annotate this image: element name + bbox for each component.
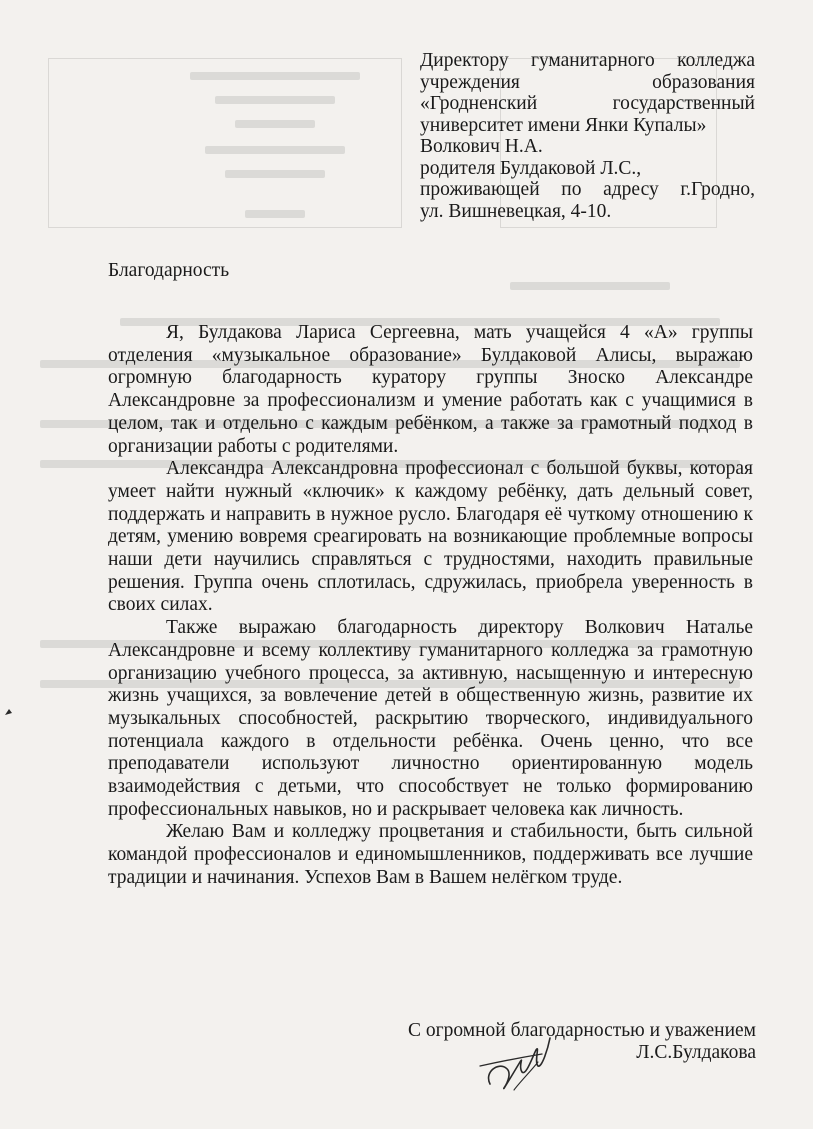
paragraph: Я, Булдакова Лариса Сергеевна, мать учащейся 4 «А» группы отделения «музыкальное образование» Булдаковой Алисы, выражаю огромную благодарность куратору группы Зноско Александре Александровне за профессионализм и умение работать как с учащимися в целом, так и отдельно с каждым ребёнком, а также за грамотный подход в организации работы с родителями.: [108, 322, 753, 457]
signer-name: Л.С.Булдакова: [636, 1042, 756, 1063]
addressee-line: университет имени Янки Купалы»: [420, 114, 707, 136]
addressee-line: ул. Вишневецкая, 4-10.: [420, 200, 612, 222]
handwritten-signature: [478, 1032, 558, 1094]
addressee-line: Директору гуманитарного колледжа: [420, 50, 755, 71]
pen-mark-icon: [3, 705, 15, 719]
paragraph: Желаю Вам и колледжу процветания и стабильности, быть сильной командой профессионалов и единомышленников, поддерживать все лучшие традиции и начинания. Успехов Вам в Вашем нелёгком труде.: [108, 821, 753, 888]
addressee-line: Волкович Н.А.: [420, 136, 543, 157]
document-title: Благодарность: [108, 260, 230, 281]
addressee-block: [420, 50, 755, 222]
addressee-line: проживающей по адресу г.Гродно,: [420, 179, 755, 200]
addressee-line: «Гродненский государственный: [420, 93, 755, 114]
letter-body: [108, 322, 753, 890]
paragraph: Александра Александровна профессионал с большой буквы, которая умеет найти нужный «ключик» к каждому ребёнку, дать дельный совет, поддержать и направить в нужное русло. Благодаря её чуткому отношению к детям, умению вовремя среагировать на возникающие проблемные вопросы наши дети научились справляться с трудностями, находить правильные решения. Группа очень сплотилась, сдружилась, приобрела уверенность в своих силах.: [108, 458, 753, 616]
addressee-line: родителя Булдаковой Л.С.,: [420, 157, 642, 179]
addressee-line: учреждения образования: [420, 71, 755, 93]
paragraph: Также выражаю благодарность директору Волкович Наталье Александровне и всему коллективу гуманитарного колледжа за грамотную организацию учебного процесса, за активную, насыщенную и интересную жизнь учащихся, за вовлечение детей в общественную жизнь, развитие их музыкальных способностей, раскрытию творческого, индивидуального потенциала каждого в отдельности ребёнка. Очень ценно, что все преподаватели используют личностно ориентированную модель взаимодействия с детьми, что способствует не только формированию профессиональных навыков, но и раскрывает человека как личность.: [108, 617, 753, 820]
closing-phrase: С огромной благодарностью и уважением: [407, 1020, 756, 1041]
